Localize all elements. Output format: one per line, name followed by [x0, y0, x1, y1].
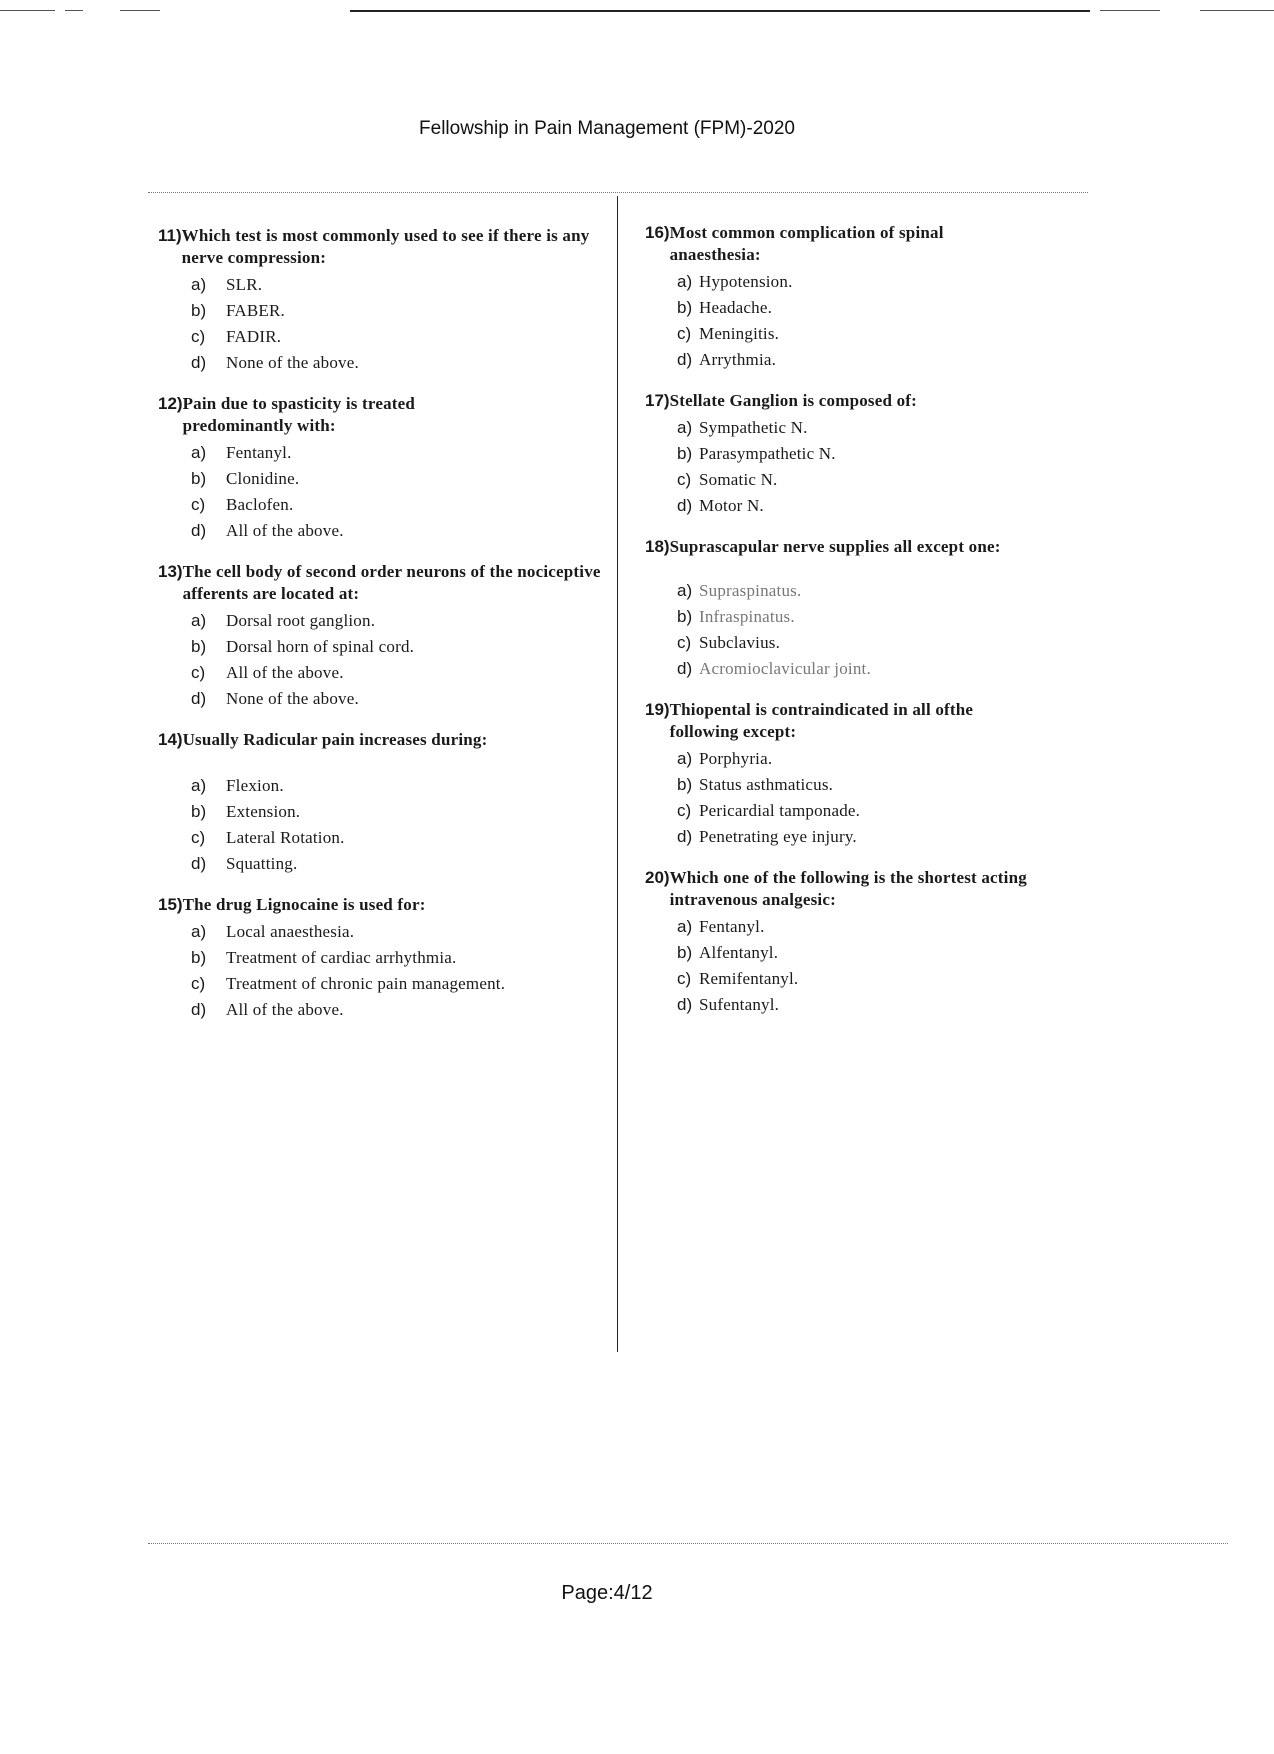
page-title: Fellowship in Pain Management (FPM)-2020	[419, 118, 795, 139]
question-15	[158, 894, 603, 1023]
question-text: Stellate Ganglion is composed of:	[669, 391, 918, 410]
footer-divider	[148, 1543, 1228, 1544]
question-text: Which test is most commonly used to see if there is any nerve compression:	[181, 226, 590, 267]
question-text: Most common complication of spinal anaesthesia:	[669, 223, 944, 264]
option-a: a) Flexion.	[191, 776, 284, 795]
column-divider	[617, 196, 618, 1352]
question-17	[645, 390, 1085, 519]
question-12	[158, 393, 603, 544]
option-c: c) Meningitis.	[677, 324, 780, 343]
option-b: b) Headache.	[677, 298, 773, 317]
question-text: Suprascapular nerve supplies all except one:	[669, 537, 1001, 556]
options-list	[645, 578, 1085, 682]
option-a: a) Fentanyl.	[191, 443, 292, 462]
option-a: a) Fentanyl.	[677, 917, 765, 936]
question-number: 15)	[158, 895, 183, 914]
options-list	[645, 914, 1085, 1018]
options-list	[645, 269, 1085, 373]
option-b: b) FABER.	[191, 301, 285, 320]
scan-edge-lines	[0, 10, 1274, 14]
options-list	[158, 919, 603, 1023]
option-d: d) Arrythmia.	[677, 350, 777, 369]
option-d: d) Squatting.	[191, 854, 298, 873]
question-11	[158, 225, 603, 376]
option-d: d) Penetrating eye injury.	[677, 827, 857, 846]
question-14	[158, 729, 603, 877]
question-text: Pain due to spasticity is treated predominantly with:	[182, 394, 416, 435]
header-divider	[148, 192, 1088, 193]
question-19	[645, 699, 1085, 850]
question-text: The cell body of second order neurons of the nociceptive afferents are located at:	[182, 562, 601, 603]
option-b: b) Status asthmaticus.	[677, 775, 834, 794]
option-d: d) Sufentanyl.	[677, 995, 780, 1014]
option-c: c) Remifentanyl.	[677, 969, 799, 988]
option-c: c) Baclofen.	[191, 495, 294, 514]
option-a: a) Supraspinatus.	[677, 581, 802, 600]
option-a: a) Dorsal root ganglion.	[191, 611, 376, 630]
options-list	[158, 608, 603, 712]
question-number: 13)	[158, 562, 183, 581]
right-column	[645, 222, 1085, 1018]
option-a: a) Sympathetic N.	[677, 418, 808, 437]
option-c: c) Subclavius.	[677, 633, 781, 652]
page-number: Page:4/12	[561, 1582, 653, 1604]
question-number: 18)	[645, 537, 670, 556]
option-d: d) Acromioclavicular joint.	[677, 659, 871, 678]
option-b: b) Infraspinatus.	[677, 607, 795, 626]
option-c: c) Somatic N.	[677, 470, 778, 489]
question-number: 14)	[158, 730, 183, 749]
option-a: a) SLR.	[191, 275, 263, 294]
option-b: b) Treatment of cardiac arrhythmia.	[191, 948, 457, 967]
option-d: d) Motor N.	[677, 496, 764, 515]
option-a: a) Local anaesthesia.	[191, 922, 355, 941]
option-c: c) Pericardial tamponade.	[677, 801, 861, 820]
option-c: c) FADIR.	[191, 327, 282, 346]
option-b: b) Dorsal horn of spinal cord.	[191, 637, 415, 656]
option-c: c) All of the above.	[191, 663, 344, 682]
options-list	[158, 440, 603, 544]
option-b: b) Extension.	[191, 802, 301, 821]
option-c: c) Treatment of chronic pain management.	[191, 974, 506, 993]
option-a: a) Hypotension.	[677, 272, 793, 291]
question-number: 12)	[158, 394, 183, 413]
question-number: 17)	[645, 391, 670, 410]
left-column	[158, 222, 603, 1023]
question-number: 19)	[645, 700, 670, 719]
question-18	[645, 536, 1085, 682]
option-b: b) Clonidine.	[191, 469, 300, 488]
option-c: c) Lateral Rotation.	[191, 828, 345, 847]
options-list	[645, 415, 1085, 519]
option-d: d) All of the above.	[191, 521, 344, 540]
question-text: The drug Lignocaine is used for:	[182, 895, 426, 914]
question-text: Usually Radicular pain increases during:	[182, 730, 488, 749]
option-a: a) Porphyria.	[677, 749, 773, 768]
question-13	[158, 561, 603, 712]
question-16	[645, 222, 1085, 373]
question-text: Thiopental is contraindicated in all ofthe following except:	[669, 700, 974, 741]
option-b: b) Alfentanyl.	[677, 943, 779, 962]
question-text: Which one of the following is the shortest acting intravenous analgesic:	[669, 868, 1027, 909]
option-b: b) Parasympathetic N.	[677, 444, 836, 463]
options-list	[645, 746, 1085, 850]
options-list	[158, 272, 603, 376]
question-number: 16)	[645, 223, 670, 242]
option-d: d) All of the above.	[191, 1000, 344, 1019]
option-d: d) None of the above.	[191, 689, 359, 708]
option-d: d) None of the above.	[191, 353, 359, 372]
options-list	[158, 773, 603, 877]
question-number: 11)	[158, 226, 182, 245]
question-20	[645, 867, 1085, 1018]
question-number: 20)	[645, 868, 670, 887]
